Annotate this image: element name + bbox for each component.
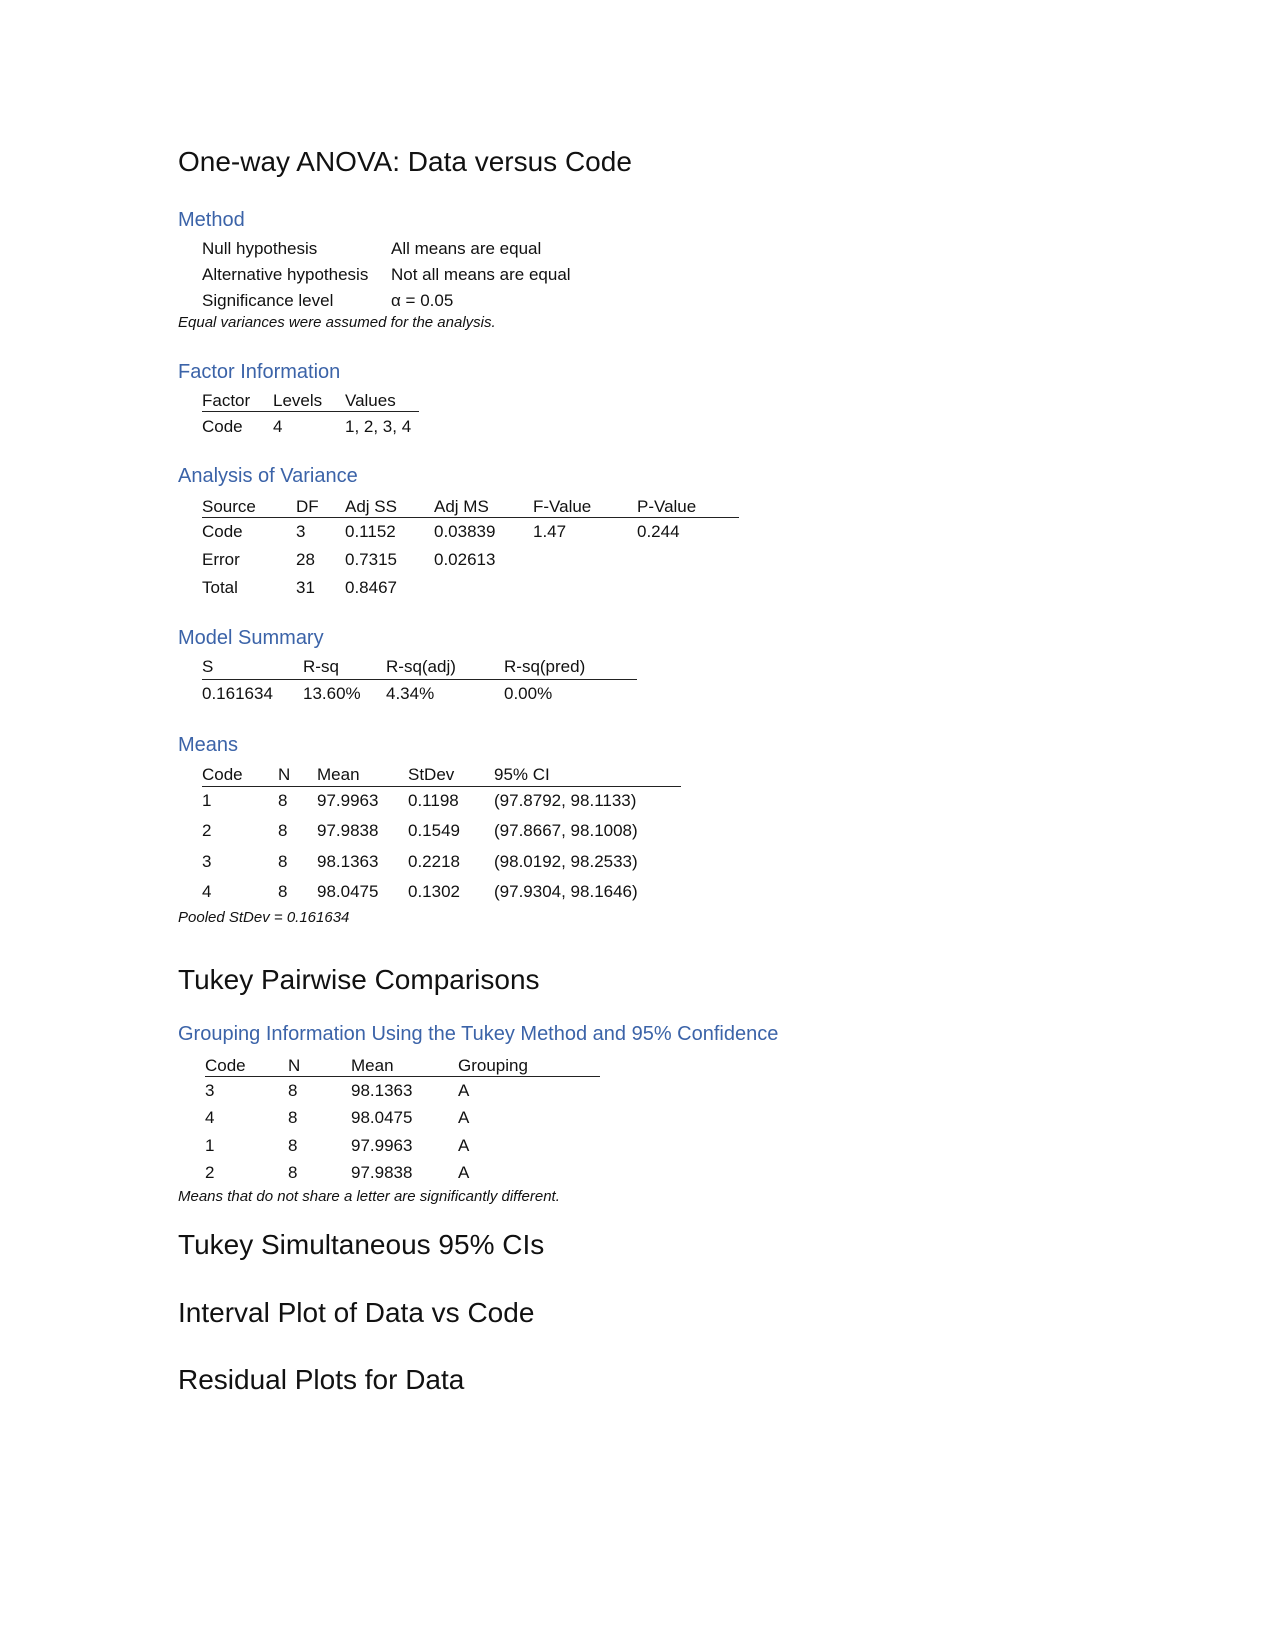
table-cell: 0.8467 [345, 578, 397, 597]
column-header: Values [345, 391, 396, 410]
table-row [0, 522, 1275, 546]
table-cell: 97.9963 [317, 791, 379, 810]
table-cell: 8 [288, 1081, 298, 1100]
method-value: Not all means are equal [391, 265, 571, 284]
table-cell: 31 [296, 578, 315, 597]
table-cell: 1 [202, 791, 212, 810]
table-cell: 1, 2, 3, 4 [345, 417, 412, 436]
table-cell: 8 [288, 1108, 298, 1127]
table-cell: A [458, 1108, 470, 1127]
table-cell: 8 [278, 852, 288, 871]
table-cell: 28 [296, 550, 315, 569]
table-row [0, 852, 1275, 876]
table-cell: A [458, 1163, 470, 1182]
table-row [0, 417, 1275, 441]
table-cell: 97.9838 [317, 821, 379, 840]
table-rule [202, 411, 419, 412]
method-value: α = 0.05 [391, 291, 454, 310]
table-cell: 97.9838 [351, 1163, 413, 1182]
table-cell: 0.00% [504, 684, 553, 703]
grouping-header-row [0, 1056, 1275, 1080]
table-cell: 0.1302 [408, 882, 460, 901]
factor-info-header-row [0, 391, 1275, 415]
table-cell: 0.2218 [408, 852, 460, 871]
tukey-title: Tukey Pairwise Comparisons [178, 964, 540, 995]
table-cell: 1 [205, 1136, 215, 1155]
column-header: Adj SS [345, 497, 397, 516]
model-summary-header-row [0, 657, 1275, 681]
table-row [0, 791, 1275, 815]
tukey-ci-title: Tukey Simultaneous 95% CIs [178, 1229, 545, 1260]
method-label: Significance level [202, 291, 334, 310]
column-header: Mean [351, 1056, 394, 1075]
table-cell: Error [202, 550, 240, 569]
table-cell: 0.1198 [408, 791, 459, 810]
table-cell: 4 [205, 1108, 215, 1127]
column-header: R-sq(adj) [386, 657, 456, 676]
table-cell: 2 [202, 821, 212, 840]
table-row [0, 1163, 1275, 1187]
table-cell: 4.34% [386, 684, 435, 703]
table-cell: 98.1363 [351, 1081, 413, 1100]
grouping-heading: Grouping Information Using the Tukey Method and 95% Confidence [178, 1023, 779, 1045]
table-cell: 8 [278, 791, 288, 810]
column-header: N [288, 1056, 301, 1075]
model-summary-heading: Model Summary [178, 627, 324, 649]
table-cell: 0.03839 [434, 522, 496, 541]
column-header: StDev [408, 765, 455, 784]
table-cell: (97.8667, 98.1008) [494, 821, 638, 840]
column-header: N [278, 765, 291, 784]
table-cell: 0.1549 [408, 821, 460, 840]
page-title: One-way ANOVA: Data versus Code [178, 146, 632, 177]
table-row [0, 550, 1275, 574]
table-cell: 4 [273, 417, 283, 436]
table-cell: 8 [278, 821, 288, 840]
table-cell: Total [202, 578, 238, 597]
table-cell: 1.47 [533, 522, 567, 541]
residual-plots-title: Residual Plots for Data [178, 1364, 465, 1395]
table-cell: A [458, 1136, 470, 1155]
table-cell: (97.9304, 98.1646) [494, 882, 638, 901]
table-cell: 13.60% [303, 684, 361, 703]
table-cell: 3 [296, 522, 306, 541]
table-row [0, 1081, 1275, 1105]
table-cell: 8 [278, 882, 288, 901]
column-header: 95% CI [494, 765, 550, 784]
table-row [0, 821, 1275, 845]
table-cell: Code [202, 522, 243, 541]
table-row [0, 578, 1275, 602]
table-cell: 98.0475 [317, 882, 379, 901]
table-cell: 3 [202, 852, 212, 871]
method-value: All means are equal [391, 239, 542, 258]
table-cell: (98.0192, 98.2533) [494, 852, 638, 871]
table-cell: 98.1363 [317, 852, 379, 871]
table-cell: 98.0475 [351, 1108, 413, 1127]
method-note: Equal variances were assumed for the analysis. [178, 314, 496, 331]
table-rule [202, 786, 681, 787]
column-header: S [202, 657, 214, 676]
column-header: DF [296, 497, 319, 516]
column-header: F-Value [533, 497, 592, 516]
column-header: P-Value [637, 497, 697, 516]
anova-heading: Analysis of Variance [178, 465, 358, 487]
pooled-stdev-note: Pooled StDev = 0.161634 [178, 909, 350, 926]
column-header: R-sq [303, 657, 339, 676]
table-cell: 0.161634 [202, 684, 273, 703]
table-row [0, 1108, 1275, 1132]
table-cell: 0.7315 [345, 550, 397, 569]
table-row [0, 684, 1275, 708]
column-header: R-sq(pred) [504, 657, 586, 676]
factor-info-heading: Factor Information [178, 361, 341, 383]
grouping-note: Means that do not share a letter are significantly different. [178, 1188, 560, 1205]
column-header: Code [205, 1056, 246, 1075]
column-header: Code [202, 765, 243, 784]
table-row [0, 882, 1275, 906]
column-header: Factor [202, 391, 251, 410]
column-header: Adj MS [434, 497, 489, 516]
table-cell: (97.8792, 98.1133) [494, 791, 637, 810]
method-label: Alternative hypothesis [202, 265, 369, 284]
table-cell: 8 [288, 1136, 298, 1155]
column-header: Levels [273, 391, 323, 410]
table-rule [205, 1076, 600, 1077]
table-cell: 4 [202, 882, 212, 901]
interval-plot-title: Interval Plot of Data vs Code [178, 1297, 535, 1328]
column-header: Source [202, 497, 256, 516]
table-cell: 2 [205, 1163, 215, 1182]
table-cell: 3 [205, 1081, 215, 1100]
method-label: Null hypothesis [202, 239, 318, 258]
means-heading: Means [178, 734, 239, 756]
table-cell: 0.02613 [434, 550, 496, 569]
column-header: Mean [317, 765, 360, 784]
table-cell: A [458, 1081, 470, 1100]
table-row [0, 1136, 1275, 1160]
column-header: Grouping [458, 1056, 528, 1075]
method-heading: Method [178, 209, 245, 231]
table-rule [202, 517, 739, 518]
table-rule [202, 679, 637, 680]
table-cell: 0.1152 [345, 522, 396, 541]
table-cell: 8 [288, 1163, 298, 1182]
table-cell: 97.9963 [351, 1136, 413, 1155]
table-cell: 0.244 [637, 522, 680, 541]
table-cell: Code [202, 417, 243, 436]
